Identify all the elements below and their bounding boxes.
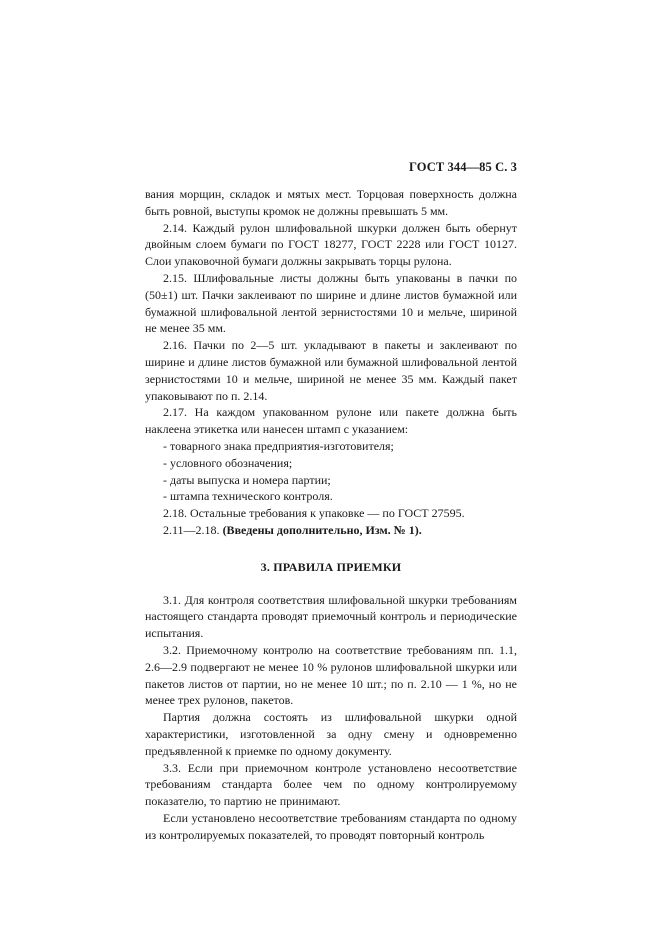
paragraph-3-2: 3.2. Приемочному контролю на соответствие требованиям пп. 1.1, 2.6—2.9 подвергают не менее 10 % рулонов шлифовальной шкурки или пакетов листов от партии, но не менее 10 шт.; по п. 2.10 — 1 %, но не менее трех рулонов, пакетов. [145,642,517,708]
paragraph-2-16: 2.16. Пачки по 2—5 шт. укладывают в пакеты и заклеивают по ширине и длине листов бумажной или бумажной шлифовальной лентой зернистостями 10 и мельче, шириной не менее 35 мм. Каждый пакет упаковывают по п. 2.14. [145,338,517,403]
paragraph-continuation: вания морщин, складок и мятых мест. Торцовая поверхность должна быть ровной, выступы кромок не должны превышать 5 мм. [145,187,517,218]
document-body [145,186,517,843]
paragraph-2-15: 2.15. Шлифовальные листы должны быть упакованы в пачки по (50±1) шт. Пачки заклеивают по ширине и длине листов бумажной или бумажной шлифовальной лентой зернистостями 10 и мельче, шириной не менее 35 мм. [145,270,517,336]
running-header: ГОСТ 344—85 С. 3 [408,160,517,174]
paragraph-2-14: 2.14. Каждый рулон шлифовальной шкурки должен быть обернут двойным слоем бумаги по ГОСТ 18277, ГОСТ 2228 или ГОСТ 10127. Слои упаковочной бумаги должны закрывать торцы рулона. [145,220,517,269]
amendment-text: (Введены дополнительно, Изм. № 1). [222,522,422,537]
amendment-note [145,522,517,539]
paragraph-2-18: 2.18. Остальные требования к упаковке — по ГОСТ 27595. [163,506,465,521]
paragraph-batch: Партия должна состоять из шлифовальной шкурки одной характеристики, изготовленной за одну смену и одновременно предъявленной к приемке по одному документу. [145,710,517,758]
list-item: - даты выпуска и номера партии; [163,472,331,487]
paragraph-3-1: 3.1. Для контроля соответствия шлифовальной шкурки требованиям настоящего стандарта проводят приемочный контроль и периодические испытания. [145,592,517,641]
paragraph-last: Если установлено несоответствие требованиям стандарта по одному из контролируемых показателей, то проводят повторный контроль [145,810,517,842]
paragraph-3-3: 3.3. Если при приемочном контроле установлено несоответствие требованиям стандарта более чем по одному контролируемому показателю, то партию не принимают. [145,760,517,809]
list-item: - условного обозначения; [163,455,293,470]
paragraph-2-17: 2.17. На каждом упакованном рулоне или пакете должна быть наклеена этикетка или нанесен штамп с указанием: [145,405,517,437]
section-title: 3. ПРАВИЛА ПРИЕМКИ [260,559,402,574]
list-item: - штампа технического контроля. [163,489,333,504]
amendment-range: 2.11—2.18. [163,522,220,537]
list-item: - товарного знака предприятия-изготовителя; [163,438,394,453]
